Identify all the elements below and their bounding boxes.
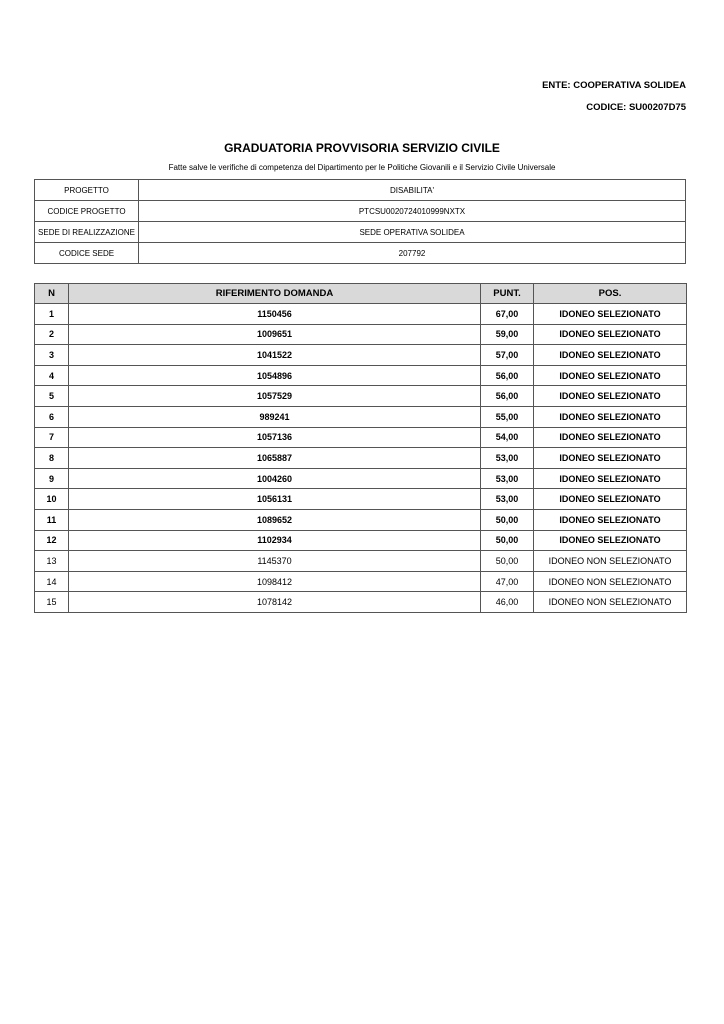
cell-pos: IDONEO NON SELEZIONATO: [534, 592, 687, 613]
cell-rif: 1041522: [69, 345, 481, 366]
cell-n: 7: [35, 427, 69, 448]
cell-pos: IDONEO SELEZIONATO: [534, 406, 687, 427]
cell-punt: 57,00: [481, 345, 534, 366]
cell-rif: 1057136: [69, 427, 481, 448]
cell-rif: 1078142: [69, 592, 481, 613]
cell-punt: 54,00: [481, 427, 534, 448]
info-row: [35, 222, 686, 243]
table-row: [35, 571, 687, 592]
cell-punt: 50,00: [481, 530, 534, 551]
cell-punt: 56,00: [481, 386, 534, 407]
table-row: [35, 551, 687, 572]
cell-pos: IDONEO SELEZIONATO: [534, 530, 687, 551]
cell-punt: 53,00: [481, 468, 534, 489]
info-value: PTCSU0020724010999NXTX: [139, 201, 686, 222]
column-header-posizione: POS.: [534, 284, 687, 304]
cell-n: 5: [35, 386, 69, 407]
table-row: [35, 592, 687, 613]
table-row: [35, 489, 687, 510]
cell-punt: 53,00: [481, 448, 534, 469]
table-row: [35, 324, 687, 345]
cell-n: 12: [35, 530, 69, 551]
cell-rif: 1089652: [69, 509, 481, 530]
info-value: SEDE OPERATIVA SOLIDEA: [139, 222, 686, 243]
ranking-body: [35, 304, 687, 613]
codice-label: CODICE: SU00207D75: [586, 102, 686, 113]
info-row: [35, 201, 686, 222]
info-value: 207792: [139, 243, 686, 264]
cell-n: 10: [35, 489, 69, 510]
cell-rif: 1054896: [69, 365, 481, 386]
cell-pos: IDONEO SELEZIONATO: [534, 468, 687, 489]
cell-rif: 989241: [69, 406, 481, 427]
cell-pos: IDONEO SELEZIONATO: [534, 324, 687, 345]
ranking-header-row: [35, 284, 687, 304]
cell-n: 11: [35, 509, 69, 530]
cell-pos: IDONEO SELEZIONATO: [534, 509, 687, 530]
table-row: [35, 386, 687, 407]
cell-n: 1: [35, 304, 69, 325]
cell-rif: 1065887: [69, 448, 481, 469]
info-label: CODICE PROGETTO: [35, 201, 139, 222]
cell-punt: 47,00: [481, 571, 534, 592]
cell-pos: IDONEO SELEZIONATO: [534, 345, 687, 366]
cell-rif: 1145370: [69, 551, 481, 572]
cell-rif: 1004260: [69, 468, 481, 489]
cell-n: 2: [35, 324, 69, 345]
cell-pos: IDONEO SELEZIONATO: [534, 386, 687, 407]
info-label: SEDE DI REALIZZAZIONE: [35, 222, 139, 243]
table-row: [35, 448, 687, 469]
info-label: CODICE SEDE: [35, 243, 139, 264]
info-value: DISABILITA': [139, 180, 686, 201]
column-header-riferimento: RIFERIMENTO DOMANDA: [69, 284, 481, 304]
table-row: [35, 509, 687, 530]
cell-rif: 1098412: [69, 571, 481, 592]
table-row: [35, 304, 687, 325]
column-header-n: N: [35, 284, 69, 304]
info-row: [35, 243, 686, 264]
info-row: [35, 180, 686, 201]
cell-pos: IDONEO SELEZIONATO: [534, 427, 687, 448]
cell-n: 3: [35, 345, 69, 366]
cell-n: 14: [35, 571, 69, 592]
cell-n: 6: [35, 406, 69, 427]
table-row: [35, 427, 687, 448]
cell-pos: IDONEO NON SELEZIONATO: [534, 551, 687, 572]
cell-pos: IDONEO SELEZIONATO: [534, 304, 687, 325]
cell-rif: 1102934: [69, 530, 481, 551]
cell-rif: 1009651: [69, 324, 481, 345]
page-title: GRADUATORIA PROVVISORIA SERVIZIO CIVILE: [224, 141, 500, 155]
cell-rif: 1056131: [69, 489, 481, 510]
ranking-table: [34, 283, 687, 613]
info-label: PROGETTO: [35, 180, 139, 201]
cell-rif: 1150456: [69, 304, 481, 325]
cell-n: 4: [35, 365, 69, 386]
cell-punt: 50,00: [481, 509, 534, 530]
table-row: [35, 345, 687, 366]
cell-n: 15: [35, 592, 69, 613]
table-row: [35, 468, 687, 489]
cell-punt: 50,00: [481, 551, 534, 572]
table-row: [35, 406, 687, 427]
cell-n: 8: [35, 448, 69, 469]
table-row: [35, 530, 687, 551]
cell-n: 9: [35, 468, 69, 489]
cell-n: 13: [35, 551, 69, 572]
cell-pos: IDONEO SELEZIONATO: [534, 489, 687, 510]
cell-pos: IDONEO NON SELEZIONATO: [534, 571, 687, 592]
cell-punt: 56,00: [481, 365, 534, 386]
column-header-punteggio: PUNT.: [481, 284, 534, 304]
project-info-table: [34, 179, 686, 264]
table-row: [35, 365, 687, 386]
cell-pos: IDONEO SELEZIONATO: [534, 365, 687, 386]
cell-punt: 59,00: [481, 324, 534, 345]
ente-label: ENTE: COOPERATIVA SOLIDEA: [542, 80, 686, 91]
cell-punt: 67,00: [481, 304, 534, 325]
cell-pos: IDONEO SELEZIONATO: [534, 448, 687, 469]
cell-punt: 53,00: [481, 489, 534, 510]
cell-punt: 55,00: [481, 406, 534, 427]
cell-rif: 1057529: [69, 386, 481, 407]
page-subtitle: Fatte salve le verifiche di competenza del Dipartimento per le Politiche Giovanili e il Servizio Civile Universale: [168, 163, 556, 172]
cell-punt: 46,00: [481, 592, 534, 613]
